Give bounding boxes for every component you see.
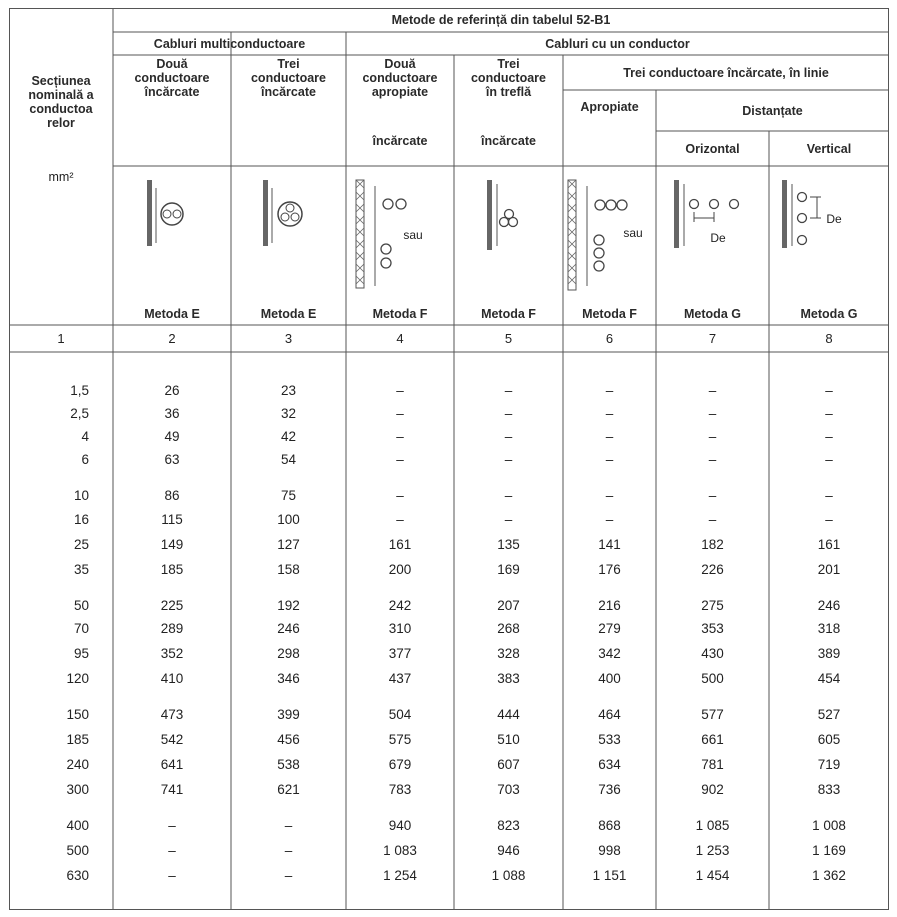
value-cell: 473 (160, 707, 184, 722)
value-cell: – (396, 406, 404, 421)
value-cell: 703 (497, 782, 520, 797)
value-cell: 437 (388, 671, 412, 686)
method-label: Metoda G (684, 307, 741, 321)
column-number: 1 (57, 331, 65, 346)
section-cell: 4 (81, 429, 89, 444)
value-cell: 902 (701, 782, 724, 797)
value-cell: – (825, 383, 833, 398)
value-cell: 823 (497, 818, 520, 833)
value-cell: – (605, 406, 614, 421)
section-cell: 35 (73, 562, 89, 577)
column-number: 6 (605, 331, 614, 346)
value-cell: – (605, 383, 614, 398)
value-cell: 23 (280, 383, 297, 398)
value-cell: 342 (598, 646, 621, 661)
value-cell: – (168, 818, 176, 833)
value-cell: 54 (280, 452, 297, 467)
col5-header: Trei conductoare în treflă (470, 57, 546, 99)
value-cell: 127 (277, 537, 300, 552)
value-cell: 246 (277, 621, 300, 636)
section-cell: 240 (66, 757, 89, 772)
value-cell: 149 (160, 537, 184, 552)
value-cell: 1 151 (592, 868, 627, 883)
value-cell: 998 (598, 843, 621, 858)
value-cell: 328 (497, 646, 520, 661)
value-cell: – (504, 406, 513, 421)
col4-header: Două conductoare apropiate (362, 57, 438, 99)
value-cell: – (708, 383, 717, 398)
value-cell: – (396, 488, 404, 503)
value-cell: 49 (164, 429, 180, 444)
value-cell: 161 (388, 537, 412, 552)
value-cell: 185 (160, 562, 184, 577)
method-label: Metoda F (582, 307, 637, 321)
value-cell: 169 (497, 562, 520, 577)
value-cell: 510 (497, 732, 520, 747)
value-cell: – (605, 488, 614, 503)
value-cell: – (396, 452, 404, 467)
method-label: Metoda F (481, 307, 536, 321)
value-cell: 641 (160, 757, 184, 772)
value-cell: 575 (388, 732, 412, 747)
value-cell: 456 (277, 732, 300, 747)
orizontal-header: Orizontal (685, 141, 740, 156)
value-cell: 42 (280, 429, 297, 444)
value-cell: 577 (701, 707, 724, 722)
value-cell: 605 (817, 732, 841, 747)
ampacity-table (9, 8, 889, 910)
value-cell: 158 (277, 562, 300, 577)
value-cell: 1 362 (812, 868, 846, 883)
diagram-trefoil-conductors (487, 180, 518, 250)
column-number: 8 (825, 331, 833, 346)
value-cell: – (396, 383, 404, 398)
value-cell: – (825, 429, 833, 444)
value-cell: – (504, 452, 513, 467)
col5-header-loaded: încărcate (481, 134, 536, 148)
value-cell: 201 (817, 562, 841, 577)
value-cell: 242 (388, 598, 412, 613)
section-cell: 1,5 (70, 383, 89, 398)
value-cell: 135 (497, 537, 520, 552)
value-cell: 353 (701, 621, 724, 636)
apropiate-header: Apropiate (580, 100, 639, 114)
value-cell: 200 (388, 562, 412, 577)
section-cell: 500 (66, 843, 89, 858)
value-cell: – (284, 818, 293, 833)
section-cell: 70 (73, 621, 89, 636)
value-cell: 661 (701, 732, 724, 747)
value-cell: 346 (277, 671, 300, 686)
value-cell: 268 (497, 621, 520, 636)
section-cell: 25 (73, 537, 89, 552)
value-cell: 783 (388, 782, 412, 797)
de-label-horizontal: De (710, 231, 726, 245)
section-cell: 120 (66, 671, 89, 686)
column-number: 2 (168, 331, 176, 346)
column-number: 7 (708, 331, 717, 346)
value-cell: 679 (388, 757, 412, 772)
de-label-vertical: De (826, 212, 842, 226)
value-cell: – (504, 429, 513, 444)
value-cell: – (708, 512, 717, 527)
unit-label: mm² (48, 170, 74, 184)
col4-header-loaded: încărcate (372, 134, 428, 148)
value-cell: – (168, 868, 176, 883)
method-label: Metoda G (800, 307, 858, 321)
vertical-header: Vertical (806, 141, 852, 156)
value-cell: – (708, 452, 717, 467)
value-cell: 1 083 (383, 843, 417, 858)
value-cell: 100 (277, 512, 300, 527)
value-cell: 1 008 (812, 818, 846, 833)
value-cell: – (825, 512, 833, 527)
column-number: 3 (284, 331, 293, 346)
section-cell: 300 (66, 782, 89, 797)
value-cell: 741 (160, 782, 184, 797)
value-cell: 736 (598, 782, 621, 797)
value-cell: 246 (817, 598, 841, 613)
value-cell: 63 (164, 452, 180, 467)
value-cell: 1 254 (383, 868, 417, 883)
value-cell: 430 (701, 646, 724, 661)
value-cell: 310 (388, 621, 412, 636)
value-cell: 940 (388, 818, 412, 833)
value-cell: 141 (598, 537, 621, 552)
diagram-three-conductor-cable (263, 180, 302, 246)
section-cell: 2,5 (70, 406, 89, 421)
single-conductor-header: Cabluri cu un conductor (545, 36, 690, 51)
value-cell: – (284, 868, 293, 883)
value-cell: 634 (598, 757, 621, 772)
value-cell: 32 (280, 406, 297, 421)
value-cell: 26 (164, 383, 180, 398)
value-cell: 176 (598, 562, 621, 577)
value-cell: 464 (598, 707, 621, 722)
value-cell: 377 (388, 646, 412, 661)
value-cell: – (396, 512, 404, 527)
diagram-spaced-vertical (782, 180, 821, 248)
value-cell: – (396, 429, 404, 444)
multi-conductor-header: Cabluri multiconductoare (153, 36, 306, 51)
col3-header: Trei conductoare încărcate (250, 57, 326, 99)
value-cell: – (708, 488, 717, 503)
value-cell: 833 (817, 782, 841, 797)
value-cell: 1 253 (695, 843, 730, 858)
value-cell: 533 (598, 732, 621, 747)
value-cell: 538 (277, 757, 300, 772)
section-cell: 95 (73, 646, 89, 661)
value-cell: 192 (277, 598, 300, 613)
value-cell: – (504, 383, 513, 398)
column-number: 4 (396, 331, 404, 346)
value-cell: 410 (160, 671, 184, 686)
value-cell: 352 (160, 646, 184, 661)
value-cell: 500 (701, 671, 724, 686)
value-cell: – (284, 843, 293, 858)
value-cell: 115 (161, 512, 183, 527)
value-cell: 226 (701, 562, 724, 577)
distantate-header: Distanțate (742, 103, 803, 118)
value-cell: – (708, 429, 717, 444)
value-cell: 946 (497, 843, 520, 858)
section-cell: 16 (73, 512, 89, 527)
value-cell: 1 085 (695, 818, 730, 833)
section-cell: 10 (73, 488, 89, 503)
value-cell: – (825, 406, 833, 421)
value-cell: 527 (817, 707, 841, 722)
value-cell: 719 (817, 757, 841, 772)
section-cell: 6 (81, 452, 89, 467)
method-label: Metoda F (372, 307, 428, 321)
value-cell: 75 (280, 488, 297, 503)
value-cell: 289 (160, 621, 184, 636)
diagram-two-conductor-cable (147, 180, 183, 246)
value-cell: – (825, 452, 833, 467)
value-cell: 400 (598, 671, 621, 686)
value-cell: 621 (277, 782, 300, 797)
value-cell: 1 454 (695, 868, 730, 883)
value-cell: – (605, 452, 614, 467)
value-cell: 781 (701, 757, 724, 772)
top-header: Metode de referință din tabelul 52-B1 (391, 13, 611, 27)
value-cell: 504 (388, 707, 412, 722)
in-line-header: Trei conductoare încărcate, în linie (623, 65, 829, 80)
value-cell: 207 (497, 598, 520, 613)
column-number: 5 (504, 331, 513, 346)
value-cell: 275 (701, 598, 724, 613)
value-cell: 1 169 (812, 843, 846, 858)
value-cell: 216 (598, 598, 621, 613)
section-cell: 150 (66, 707, 89, 722)
section-label: Secțiunea nominală a conductoa relor (28, 74, 94, 130)
value-cell: 383 (497, 671, 520, 686)
col2-header: Două conductoare încărcate (134, 57, 210, 99)
value-cell: 182 (701, 537, 724, 552)
value-cell: – (504, 512, 513, 527)
value-cell: – (605, 429, 614, 444)
value-cell: 454 (817, 671, 841, 686)
or-label-col4: sau (403, 228, 423, 242)
value-cell: 399 (277, 707, 300, 722)
method-label: Metoda E (144, 307, 200, 321)
value-cell: 542 (160, 732, 184, 747)
value-cell: 607 (497, 757, 520, 772)
value-cell: 1 088 (491, 868, 526, 883)
value-cell: 225 (160, 598, 184, 613)
section-cell: 400 (66, 818, 89, 833)
value-cell: 86 (164, 488, 180, 503)
value-cell: 389 (817, 646, 841, 661)
value-cell: 279 (598, 621, 621, 636)
value-cell: 298 (277, 646, 300, 661)
value-cell: – (708, 406, 717, 421)
value-cell: – (504, 488, 513, 503)
value-cell: – (825, 488, 833, 503)
value-cell: – (605, 512, 614, 527)
value-cell: 161 (817, 537, 841, 552)
method-label: Metoda E (260, 307, 317, 321)
value-cell: 444 (497, 707, 520, 722)
or-label-col6: sau (623, 226, 643, 240)
value-cell: 868 (598, 818, 621, 833)
section-cell: 185 (66, 732, 89, 747)
section-cell: 630 (66, 868, 89, 883)
section-cell: 50 (73, 598, 89, 613)
value-cell: – (168, 843, 176, 858)
value-cell: 36 (164, 406, 180, 421)
value-cell: 318 (817, 621, 841, 636)
